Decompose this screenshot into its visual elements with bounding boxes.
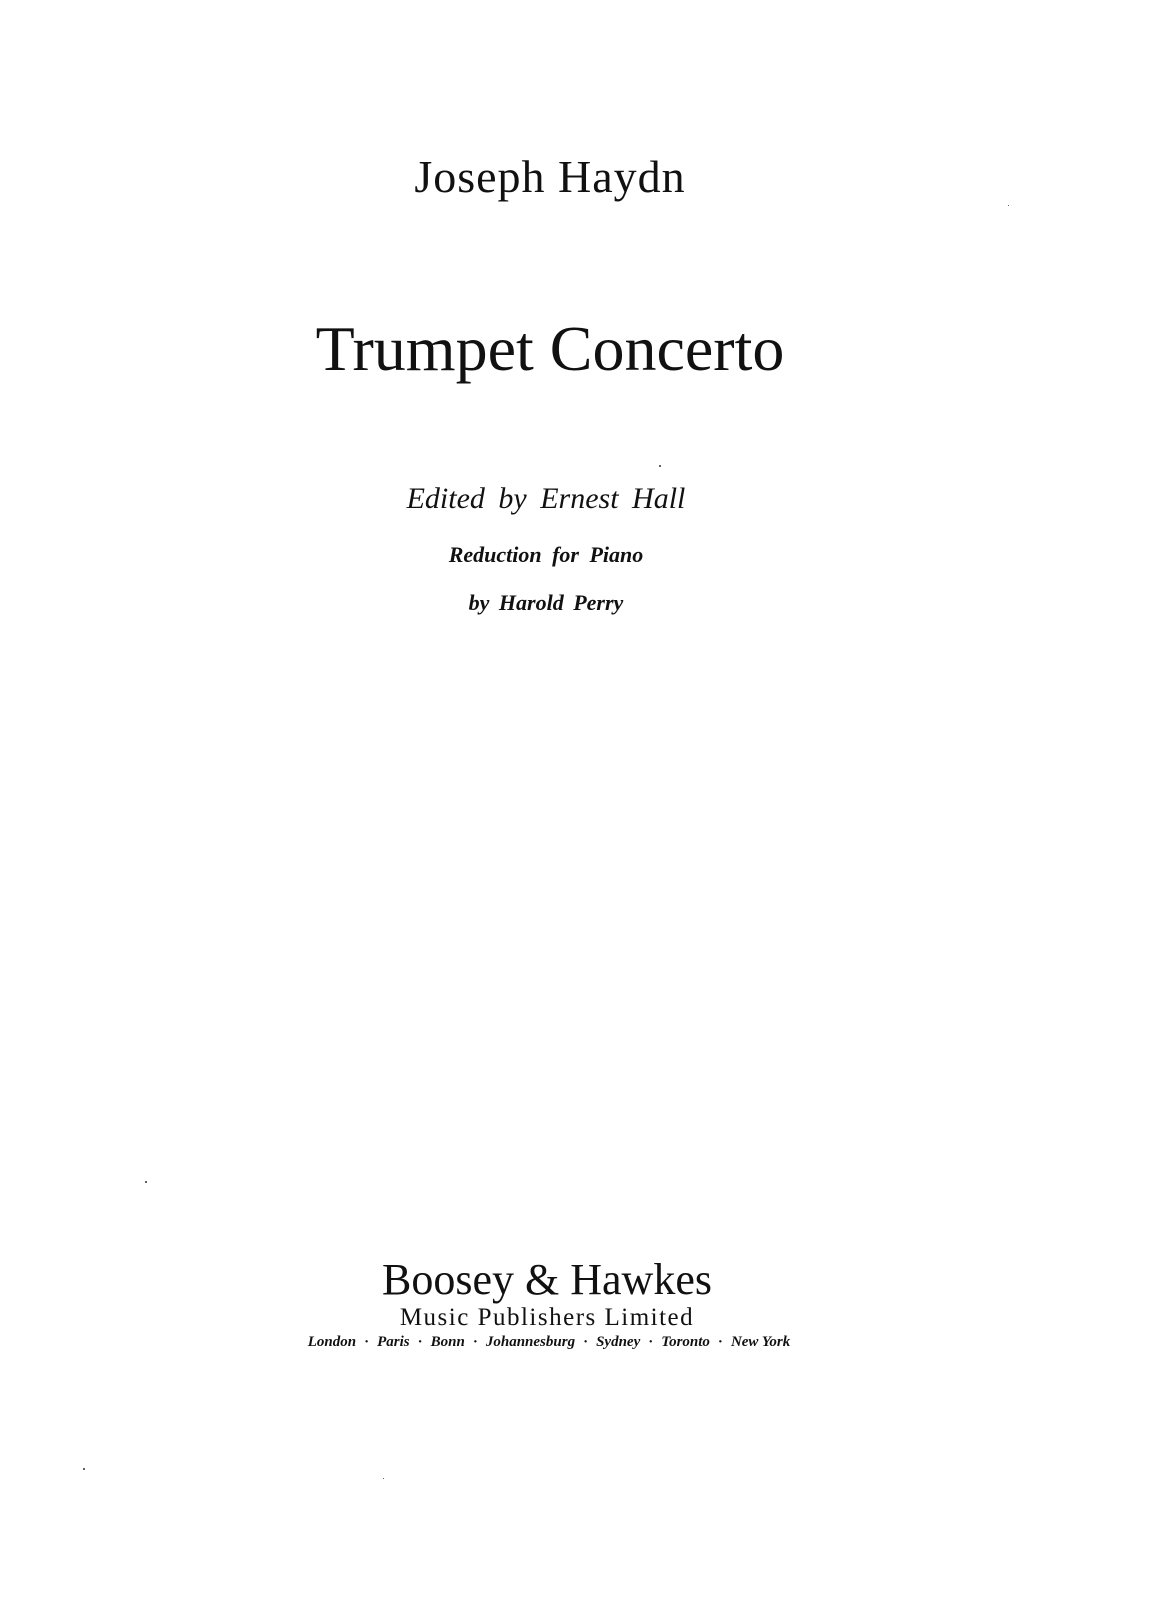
city-separator: · <box>472 1334 478 1350</box>
city-separator: · <box>717 1334 723 1350</box>
city-separator: · <box>583 1334 589 1350</box>
work-title: Trumpet Concerto <box>315 313 785 384</box>
scan-speck <box>83 1468 85 1470</box>
reduction-note: Reduction for Piano <box>448 542 644 567</box>
scan-speck <box>659 465 661 467</box>
city-label: Johannesburg <box>485 1334 576 1350</box>
city-separator: · <box>364 1334 370 1350</box>
city-label: Paris <box>377 1334 410 1350</box>
city-separator: · <box>417 1334 423 1350</box>
scan-speck <box>1008 205 1009 206</box>
publisher-name: Boosey & Hawkes <box>382 1255 712 1304</box>
composer-name: Joseph Haydn <box>414 151 686 202</box>
scan-speck <box>383 1478 384 1479</box>
city-label: London <box>307 1334 357 1350</box>
city-label: New York <box>730 1334 791 1350</box>
city-label: Bonn <box>430 1334 465 1350</box>
publisher-subtitle: Music Publishers Limited <box>399 1304 695 1331</box>
city-separator: · <box>648 1334 654 1350</box>
city-label: Sydney <box>596 1334 641 1350</box>
editor-credit: Edited by Ernest Hall <box>406 482 686 515</box>
scan-speck <box>145 1181 147 1183</box>
publisher-cities <box>0 1334 1098 1351</box>
city-label: Toronto <box>661 1334 710 1350</box>
arranger-credit: by Harold Perry <box>468 590 624 615</box>
